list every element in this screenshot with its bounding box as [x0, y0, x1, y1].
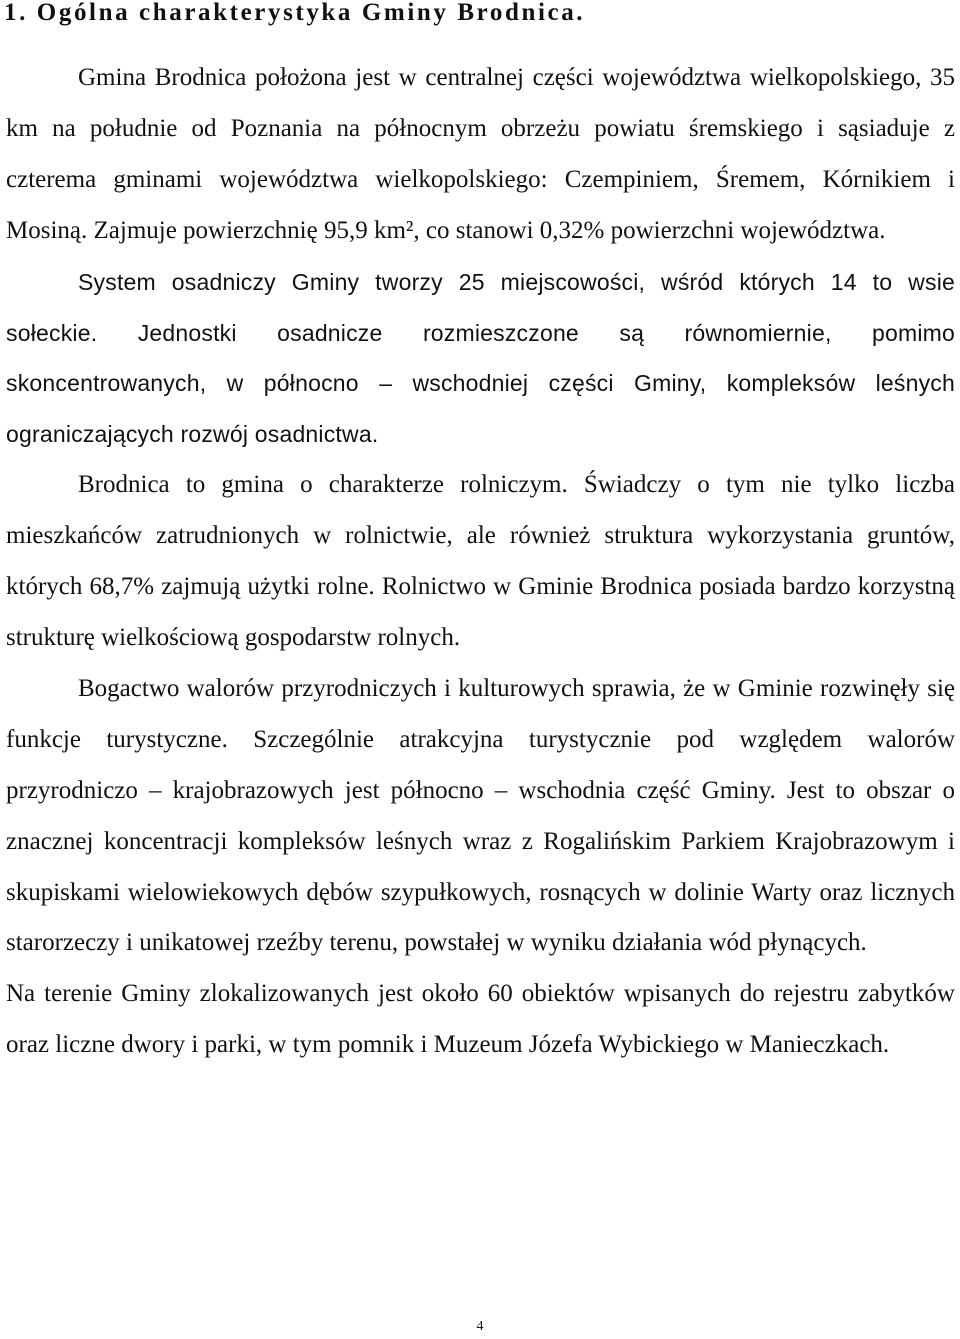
section-heading: 1. Ogólna charakterystyka Gminy Brodnica. — [4, 0, 586, 26]
paragraph-location: Gmina Brodnica położona jest w centralnej części województwa wielkopolskiego, 35 km na południe od Poznania na północnym obrzeżu powiatu śremskiego i sąsiaduje z czterema gminami województwa wielkopolskiego: Czempiniem, Śremem, Kórnikiem i Mosiną. Zajmuje powierzchnię 95,9 km², co stanowi 0,32% powierzchni województwa. — [6, 64, 955, 244]
paragraph-agriculture: Brodnica to gmina o charakterze rolniczym. Świadczy o tym nie tylko liczba mieszkańców zatrudnionych w rolnictwie, ale również struktura wykorzystania gruntów, których 68,7% zajmują użytki rolne. Rolnictwo w Gminie Brodnica posiada bardzo korzystną strukturę wielkościową gospodarstw rolnych. — [6, 471, 955, 651]
paragraph-tourism: Bogactwo walorów przyrodniczych i kulturowych sprawia, że w Gminie rozwinęły się funkcje turystyczne. Szczególnie atrakcyjna turystycznie pod względem walorów przyrodniczo – krajobrazowych jest północno – wschodnia część Gminy. Jest to obszar o znacznej koncentracji kompleksów leśnych wraz z Rogalińskim Parkiem Krajobrazowym i skupiskami wielowiekowych dębów szypułkowych, rosnących w dolinie Warty oraz licznych starorzeczy i unikatowej rzeźby terenu, powstałej w wyniku działania wód płynących. — [6, 674, 955, 957]
paragraph-monuments: Na terenie Gminy zlokalizowanych jest około 60 obiektów wpisanych do rejestru zabytków oraz liczne dwory i parki, w tym pomnik i Muzeum Józefa Wybickiego w Manieczkach. — [6, 980, 955, 1059]
page-number: 4 — [476, 1319, 484, 1334]
paragraph-settlement: System osadniczy Gminy tworzy 25 miejscowości, wśród których 14 to wsie sołeckie. Jednostki osadnicze rozmieszczone są równomiernie, pomimo skoncentrowanych, w północno – wschodniej części Gminy, kompleksów leśnych ograniczających rozwój osadnictwa. — [6, 268, 955, 448]
document-body — [6, 53, 955, 1071]
